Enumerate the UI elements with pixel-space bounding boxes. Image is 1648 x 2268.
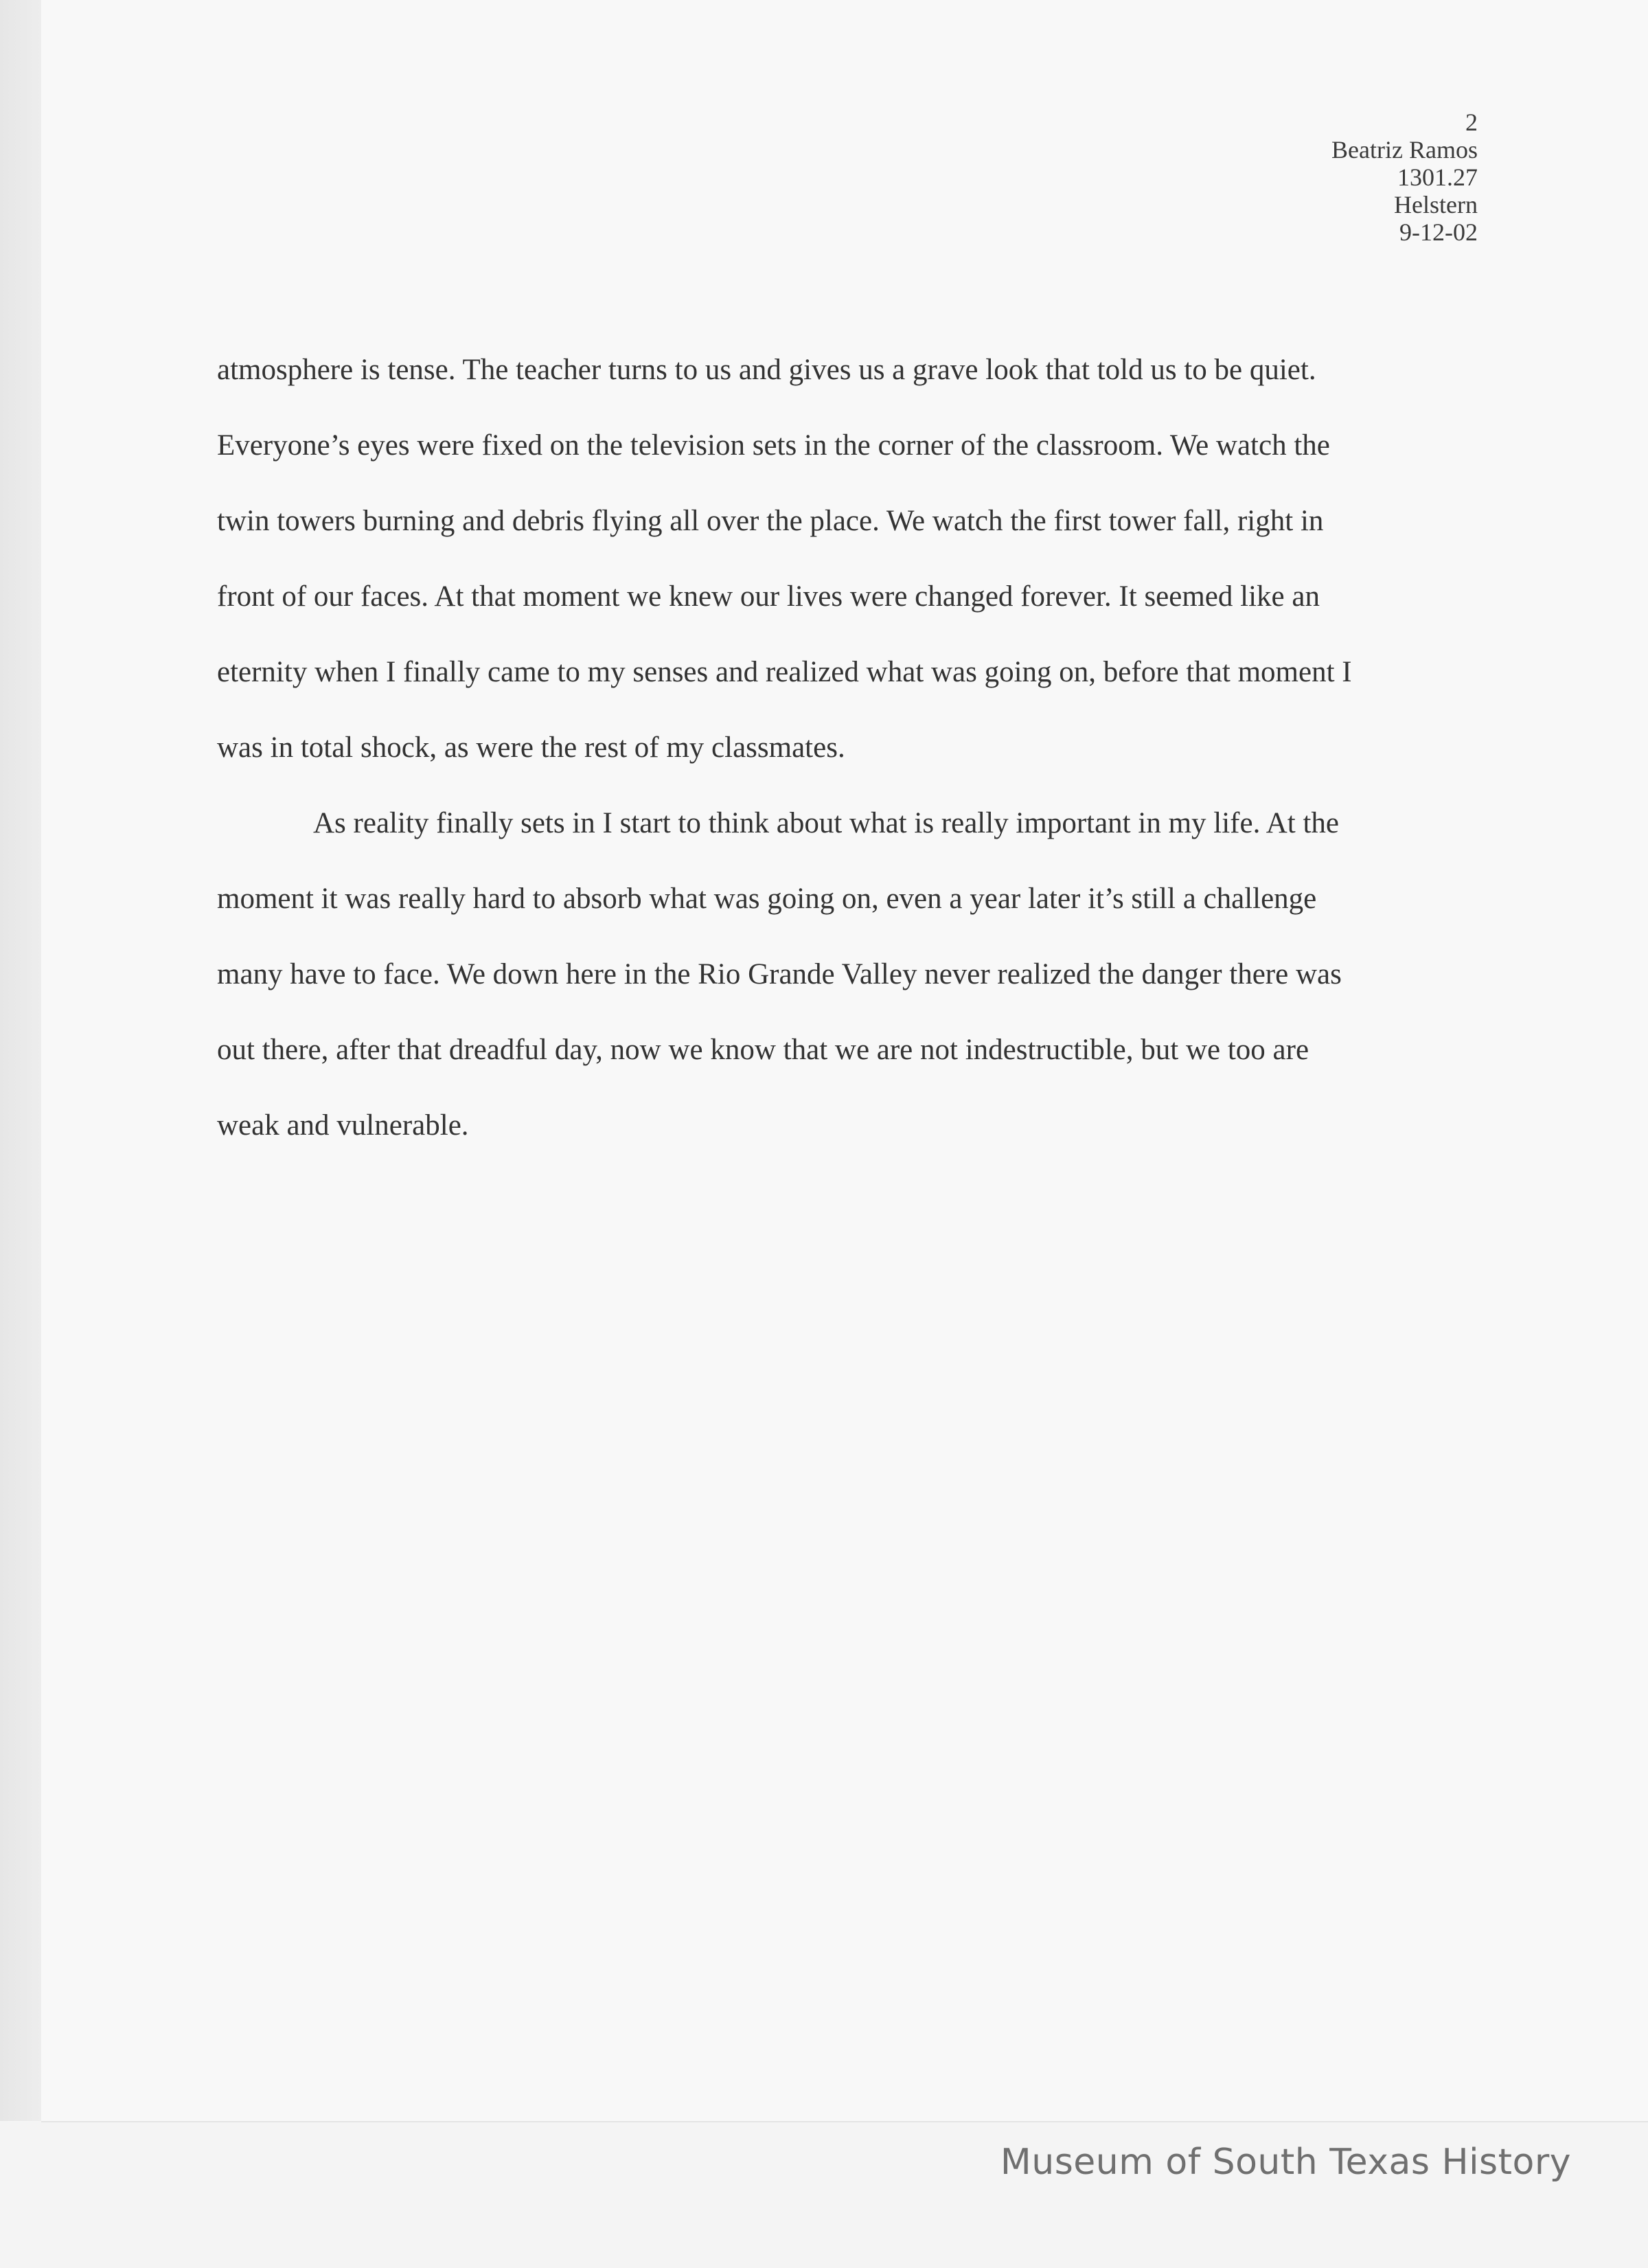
paragraph-2	[217, 786, 1474, 1164]
text-line: out there, after that dreadful day, now we know that we are not indestructible, but we too are	[217, 1034, 1309, 1066]
text-line: Everyone’s eyes were fixed on the television sets in the corner of the classroom. We watch the	[217, 429, 1330, 462]
text-line: twin towers burning and debris flying all over the place. We watch the first tower fall, right in	[217, 505, 1324, 537]
text-line: front of our faces. At that moment we knew our lives were changed forever. It seemed like an	[217, 580, 1320, 613]
essay-body	[217, 332, 1474, 1164]
text-line: eternity when I finally came to my senses and realized what was going on, before that moment I	[217, 656, 1352, 688]
text-line: moment it was really hard to absorb what was going on, even a year later it’s still a challenge	[217, 883, 1317, 915]
course-number: 1301.27	[1397, 163, 1478, 191]
paragraph-1	[217, 332, 1474, 786]
text-line: weak and vulnerable.	[217, 1109, 469, 1142]
author-name: Beatriz Ramos	[1331, 136, 1478, 163]
museum-watermark: Museum of South Texas History	[1000, 2142, 1571, 2183]
instructor-name: Helstern	[1394, 191, 1478, 218]
page-number: 2	[1465, 109, 1478, 136]
essay-date: 9-12-02	[1399, 218, 1478, 246]
text-line: As reality finally sets in I start to think about what is really important in my life. At the	[313, 807, 1339, 839]
text-line: many have to face. We down here in the Rio Grande Valley never realized the danger there was	[217, 958, 1342, 990]
scan-edge-shadow	[0, 0, 41, 2121]
header-block	[1331, 109, 1478, 246]
text-line: atmosphere is tense. The teacher turns to us and gives us a grave look that told us to be quiet.	[217, 354, 1316, 386]
text-line: was in total shock, as were the rest of my classmates.	[217, 732, 845, 764]
